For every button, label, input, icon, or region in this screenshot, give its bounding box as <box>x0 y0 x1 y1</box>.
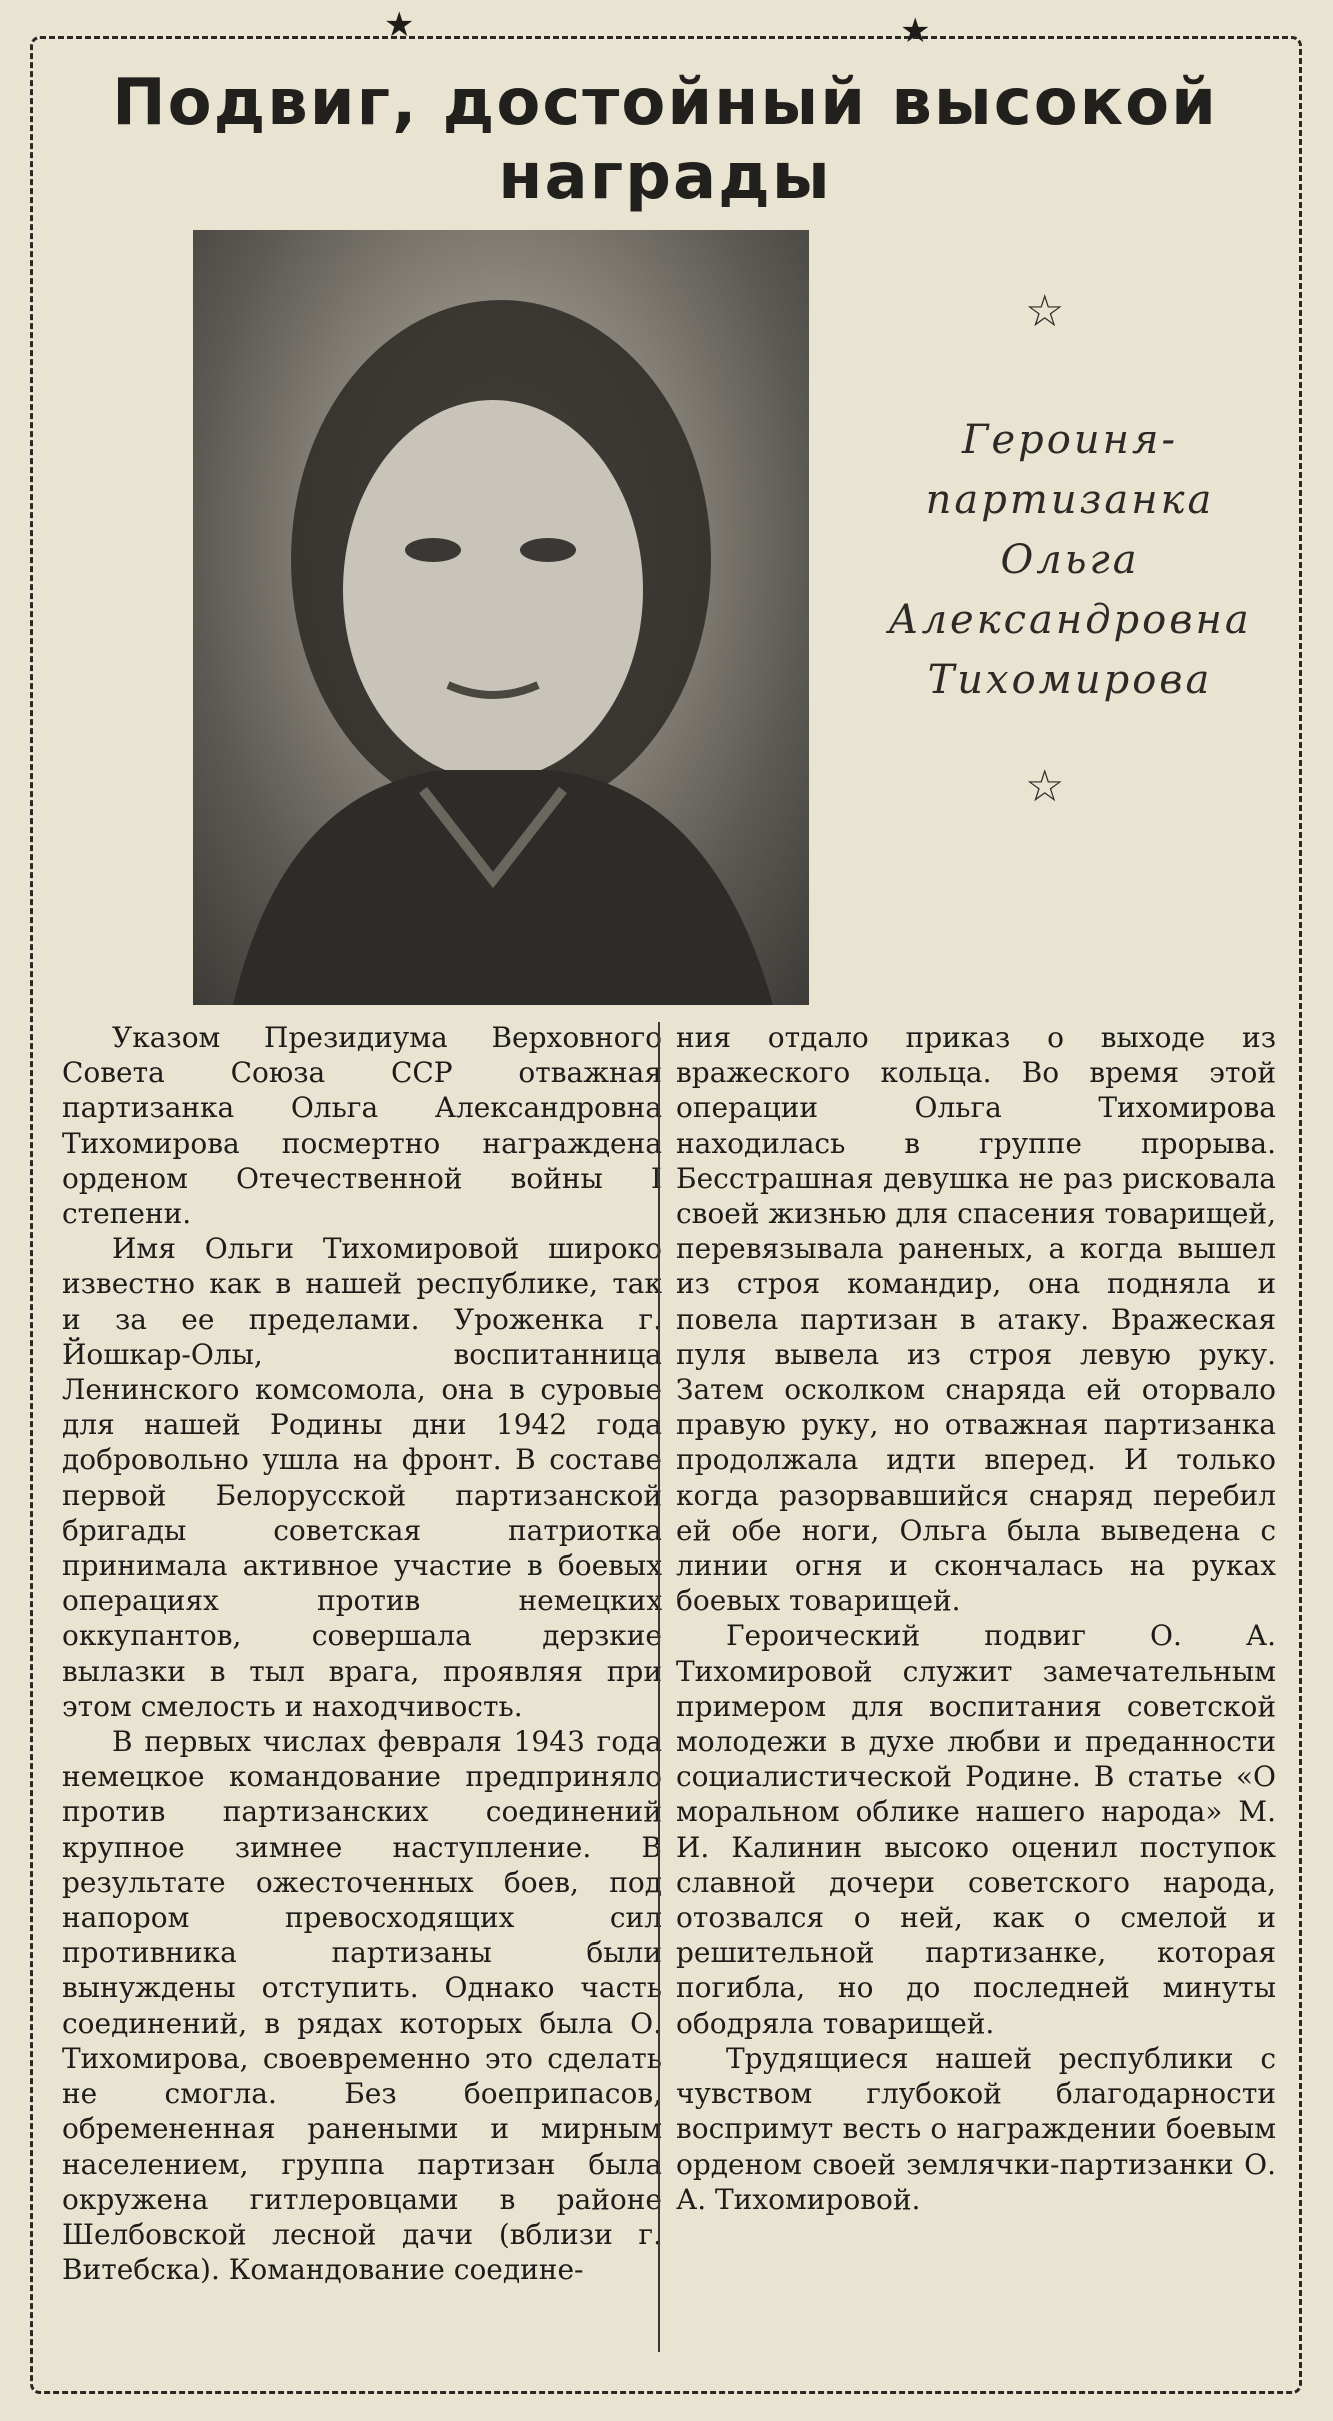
article-paragraph: В первых числах февраля 1943 года немецкое командование предприняло против партизанских соединений крупное зимнее наступление. В результате ожесточенных боев, под напором превосходящих сил противника партизаны были вынуждены отступить. Однако часть соединений, в рядах которых была О. Тихомирова, своевременно это сделать не смогла. Без боеприпасов, обремененная ранеными и мирным населением, группа партизан была окружена гитлеровцами в районе Шелбовской лесной дачи (вблизи г. Витебска). Командование соедине- <box>62 1725 662 2287</box>
article-paragraph: ния отдало приказ о выходе из вражеского кольца. Во время этой операции Ольга Тихомирова находилась в группе прорыва. Бесстрашная девушка не раз рисковала своей жизнью для спасения товарищей, перевязывала раненых, а когда вышел из строя командир, она подняла и повела партизан в атаку. Вражеская пуля вывела из строя левую руку. Затем осколком снаряда ей оторвало правую руку, но отважная партизанка продолжала идти вперед. И только когда разорвавшийся снаряд перебил ей обе ноги, Ольга была выведена с линии огня и скончалась на руках боевых товарищей. <box>676 1021 1276 1618</box>
portrait-photo <box>193 230 809 1005</box>
article-title: Подвиг, достойный высокой награды <box>112 66 1218 214</box>
portrait-illustration <box>193 230 809 1005</box>
article-paragraph: Указом Президиума Верховного Совета Союза ССР отважная партизанка Ольга Александровна Тихомирова посмертно награждена орденом Отечественной войны I степени. <box>62 1021 662 1231</box>
article-column-right <box>676 1020 1276 2217</box>
article-paragraph: Героический подвиг О. А. Тихомировой служит замечательным примером для воспитания советской молодежи в духе любви и преданности социалистической Родине. В статье «О моральном облике нашего народа» М. И. Калинин высоко оценил поступок славной дочери советского народа, отозвался о ней, как о смелой и решительной партизанке, которая погибла, но до последней минуты ободряла товарищей. <box>676 1619 1276 2040</box>
article-column-left <box>62 1020 662 2287</box>
photo-caption: Героиня-партизанка Ольга Александровна Тихомирова <box>888 417 1252 703</box>
corner-star-icon: ★ <box>384 5 415 45</box>
corner-star-icon: ★ <box>900 11 931 51</box>
article-paragraph: Трудящиеся нашей республики с чувством глубокой благодарности воспримут весть о награждении боевым орденом своей землячки-партизанки О. А. Тихомировой. <box>676 2041 1276 2216</box>
right-eye-shape <box>520 538 576 562</box>
article-paragraph: Имя Ольги Тихомировой широко известно как в нашей республике, так и за ее пределами. Уроженка г. Йошкар-Олы, воспитанница Ленинского комсомола, она в суровые для нашей Родины дни 1942 года добровольно ушла на фронт. В составе первой Белорусской партизанской бригады советская патриотка принимала активное участие в боевых операциях против немецких оккупантов, совершала дерзкие вылазки в тыл врага, проявляя при этом смелость и находчивость. <box>62 1232 662 1723</box>
left-eye-shape <box>405 538 461 562</box>
caption-star-icon: ☆ <box>1025 286 1065 337</box>
coat-shape <box>233 770 773 1005</box>
caption-star-icon: ☆ <box>1025 761 1065 812</box>
column-divider <box>658 1022 660 2352</box>
face-shape <box>343 400 643 780</box>
